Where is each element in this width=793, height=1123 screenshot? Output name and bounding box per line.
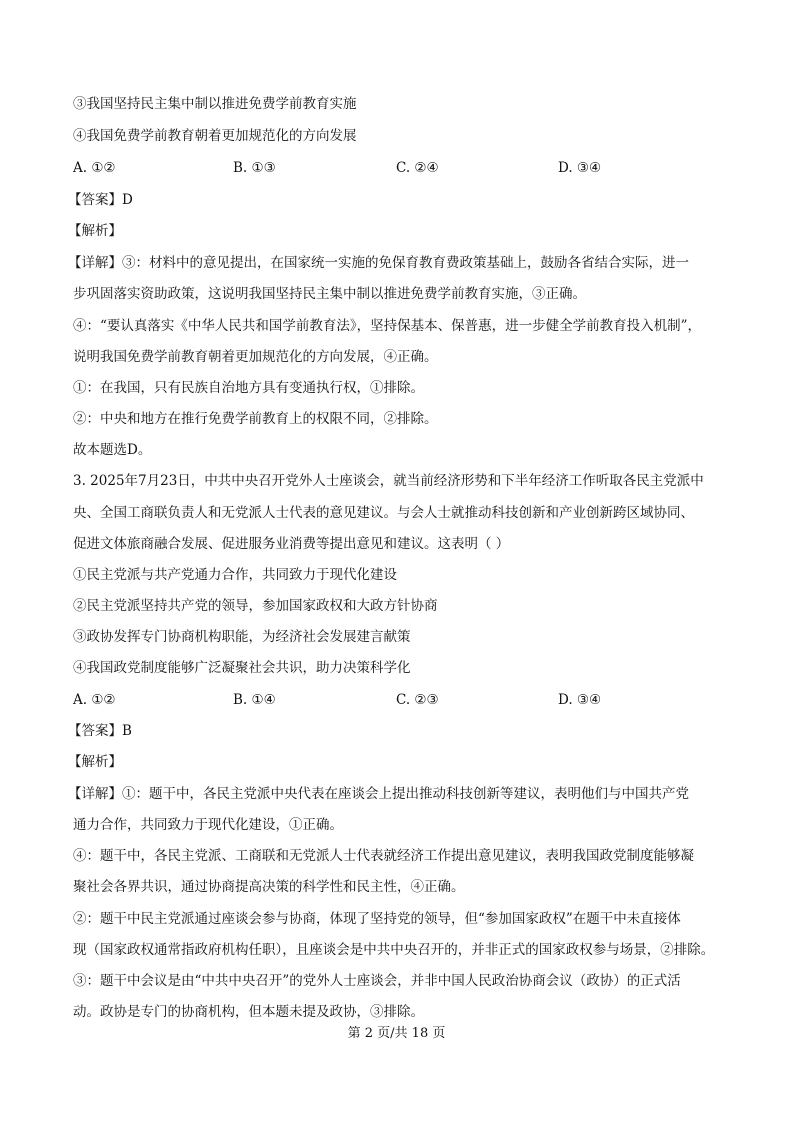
detail-line: ④：“要认真落实《中华人民共和国学前教育法》，坚持保基本、保普惠，进一步健全学前教育投入机制”，	[73, 318, 702, 334]
option-b: B. ①③	[233, 160, 276, 176]
statement-4: ④我国免费学前教育朝着更加规范化的方向发展	[73, 128, 357, 144]
statement-3: ③我国坚持民主集中制以推进免费学前教育实施	[73, 96, 357, 112]
detail-line: ④：题干中，各民主党派、工商联和无党派人士代表就经济工作提出意见建议，表明我国政党制度能够凝	[73, 848, 694, 864]
option-a: A. ①②	[73, 160, 116, 176]
q2-answer: 【答案】D	[68, 192, 133, 208]
option-d: D. ③④	[558, 160, 602, 176]
q3-answer: 【答案】B	[68, 723, 132, 739]
detail-line: ①：在我国，只有民族自治地方具有变通执行权，①排除。	[73, 380, 424, 396]
detail-line: 说明我国免费学前教育朝着更加规范化的方向发展，④正确。	[73, 349, 438, 365]
option-c: C. ②④	[396, 160, 439, 176]
statement-1: ①民主党派与共产党通力合作，共同致力于现代化建设	[73, 567, 397, 583]
statement-4: ④我国政党制度能够广泛凝聚社会共识，助力决策科学化	[73, 660, 411, 676]
option-a: A. ①②	[73, 692, 116, 708]
option-c: C. ②③	[396, 692, 439, 708]
option-d: D. ③④	[558, 692, 602, 708]
q3-analysis-label: 【解析】	[68, 754, 122, 770]
detail-line: 通力合作，共同致力于现代化建设，①正确。	[73, 817, 343, 833]
stem-line: 促进文体旅商融合发展、促进服务业消费等提出意见和建议。这表明（ ）	[73, 536, 510, 552]
detail-line: 聚社会各界共识，通过协商提高决策的科学性和民主性，④正确。	[73, 879, 465, 895]
statement-2: ②民主党派坚持共产党的领导，参加国家政权和大政方针协商	[73, 598, 438, 614]
page-footer: 第 2 页/共 18 页	[347, 1026, 446, 1041]
detail-line: 动。政协是专门的协商机构，但本题未提及政协，③排除。	[73, 1004, 424, 1020]
q2-analysis-label: 【解析】	[68, 223, 122, 239]
detail-line: ②：中央和地方在推行免费学前教育上的权限不同，②排除。	[73, 411, 438, 427]
option-b: B. ①④	[233, 692, 276, 708]
detail-line: 【详解】①：题干中，各民主党派中央代表在座谈会上提出推动科技创新等建议，表明他们与中国共产党	[68, 786, 689, 802]
detail-line: 【详解】③：材料中的意见提出，在国家统一实施的免保育教育费政策基础上，鼓励各省结合实际，进一	[68, 255, 689, 271]
detail-line: ②：题干中民主党派通过座谈会参与协商，体现了坚持党的领导，但“参加国家政权”在题干中未直接体	[73, 911, 681, 927]
detail-line: 现（国家政权通常指政府机构任职），且座谈会是中共中央召开的，并非正式的国家政权参与场景，②排除。	[73, 942, 715, 958]
detail-line: 步巩固落实资助政策，这说明我国坚持民主集中制以推进免费学前教育实施，③正确。	[73, 286, 586, 302]
detail-line: 故本题选D。	[73, 442, 152, 458]
statement-3: ③政协发挥专门协商机构职能，为经济社会发展建言献策	[73, 629, 411, 645]
stem-line: 央、全国工商联负责人和无党派人士代表的意见建议。与会人士就推动科技创新和产业创新跨区域协同、	[73, 505, 694, 521]
stem-line: 3. 2025年7月23日，中共中央召开党外人士座谈会，就当前经济形势和下半年经济工作听取各民主党派中	[73, 473, 704, 489]
detail-line: ③：题干中会议是由“中共中央召开”的党外人士座谈会，并非中国人民政治协商会议（政协）的正式活	[73, 973, 681, 989]
